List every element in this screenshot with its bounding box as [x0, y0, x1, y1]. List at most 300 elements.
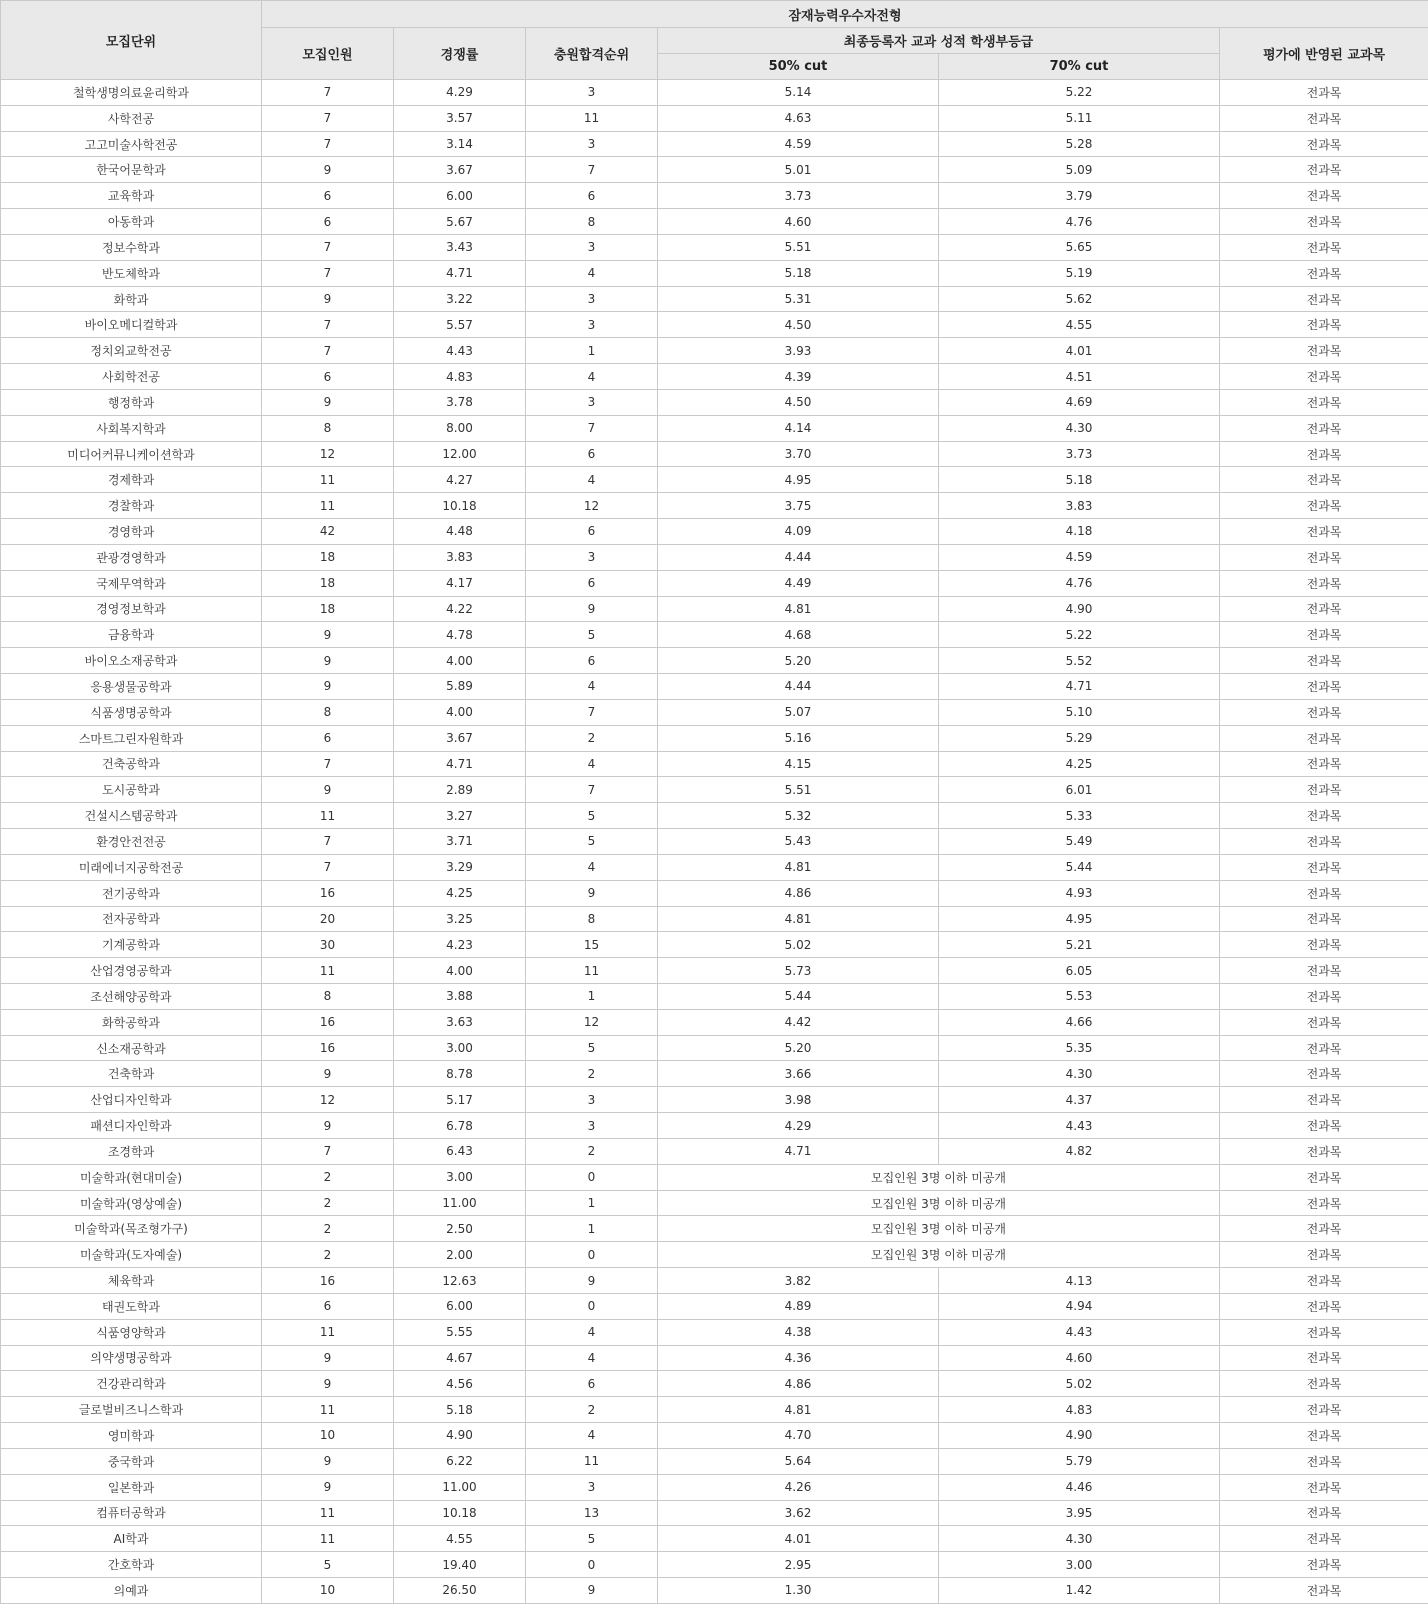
cell-subjects: 전과목	[1220, 467, 1428, 493]
cell-ratio: 19.40	[394, 1552, 526, 1578]
cell-ratio: 5.17	[394, 1087, 526, 1113]
table-row	[1, 286, 1428, 312]
cell-subjects: 전과목	[1220, 1242, 1428, 1268]
cell-quota: 11	[262, 1397, 394, 1423]
cell-rank: 4	[526, 1423, 658, 1449]
cell-quota: 16	[262, 1035, 394, 1061]
table-row	[1, 1035, 1428, 1061]
cell-ratio: 12.63	[394, 1268, 526, 1294]
cell-rank: 15	[526, 932, 658, 958]
cell-quota: 11	[262, 1500, 394, 1526]
cell-unit: AI학과	[1, 1526, 262, 1552]
cell-unit: 건설시스템공학과	[1, 803, 262, 829]
table-row	[1, 699, 1428, 725]
cell-rank: 11	[526, 1448, 658, 1474]
cell-quota: 10	[262, 1423, 394, 1449]
cell-subjects: 전과목	[1220, 131, 1428, 157]
cell-ratio: 3.00	[394, 1164, 526, 1190]
cell-quota: 9	[262, 1061, 394, 1087]
cell-unit: 체육학과	[1, 1268, 262, 1294]
cell-cut70: 5.65	[939, 234, 1220, 260]
cell-rank: 6	[526, 441, 658, 467]
cell-cut70: 4.82	[939, 1138, 1220, 1164]
cell-unit: 미술학과(목조형가구)	[1, 1216, 262, 1242]
cell-subjects: 전과목	[1220, 364, 1428, 390]
cell-unit: 태권도학과	[1, 1293, 262, 1319]
cell-subjects: 전과목	[1220, 1552, 1428, 1578]
cell-cut70: 4.25	[939, 751, 1220, 777]
cell-ratio: 3.57	[394, 105, 526, 131]
cell-unit: 신소재공학과	[1, 1035, 262, 1061]
cell-cut70: 4.30	[939, 415, 1220, 441]
cell-unit: 식품생명공학과	[1, 699, 262, 725]
cell-unit: 건축학과	[1, 1061, 262, 1087]
cell-unit: 바이오소재공학과	[1, 648, 262, 674]
cell-subjects: 전과목	[1220, 260, 1428, 286]
cell-cut50: 4.86	[658, 880, 939, 906]
cell-unit: 사학전공	[1, 105, 262, 131]
table-row	[1, 415, 1428, 441]
cell-rank: 11	[526, 958, 658, 984]
cell-rank: 4	[526, 751, 658, 777]
cell-quota: 2	[262, 1190, 394, 1216]
table-row	[1, 880, 1428, 906]
cell-cut70: 4.83	[939, 1397, 1220, 1423]
cell-rank: 5	[526, 803, 658, 829]
cell-cut70: 5.44	[939, 854, 1220, 880]
cell-quota: 7	[262, 312, 394, 338]
cell-cut70: 5.52	[939, 648, 1220, 674]
cell-quota: 9	[262, 286, 394, 312]
cell-quota: 8	[262, 699, 394, 725]
cell-quota: 18	[262, 596, 394, 622]
cell-cut70: 5.49	[939, 829, 1220, 855]
cell-cut70: 4.55	[939, 312, 1220, 338]
cell-quota: 7	[262, 131, 394, 157]
cell-rank: 0	[526, 1242, 658, 1268]
cell-cut70: 4.30	[939, 1526, 1220, 1552]
cell-unit: 중국학과	[1, 1448, 262, 1474]
cell-unit: 미래에너지공학전공	[1, 854, 262, 880]
cell-unit: 건축공학과	[1, 751, 262, 777]
cell-unit: 의약생명공학과	[1, 1345, 262, 1371]
cell-rank: 3	[526, 80, 658, 106]
cell-note-undisclosed: 모집인원 3명 이하 미공개	[658, 1164, 1220, 1190]
cell-rank: 3	[526, 1474, 658, 1500]
cell-rank: 3	[526, 312, 658, 338]
cell-quota: 9	[262, 648, 394, 674]
cell-unit: 산업경영공학과	[1, 958, 262, 984]
cell-ratio: 2.00	[394, 1242, 526, 1268]
cell-ratio: 3.14	[394, 131, 526, 157]
cell-cut70: 4.93	[939, 880, 1220, 906]
table-row	[1, 1474, 1428, 1500]
cell-quota: 11	[262, 493, 394, 519]
cell-quota: 7	[262, 234, 394, 260]
cell-subjects: 전과목	[1220, 777, 1428, 803]
cell-ratio: 4.22	[394, 596, 526, 622]
cell-subjects: 전과목	[1220, 1087, 1428, 1113]
cell-ratio: 10.18	[394, 493, 526, 519]
table-header	[1, 1, 1428, 80]
cell-cut70: 5.53	[939, 983, 1220, 1009]
cell-cut50: 4.14	[658, 415, 939, 441]
cell-cut70: 6.01	[939, 777, 1220, 803]
cell-cut50: 4.38	[658, 1319, 939, 1345]
cell-quota: 7	[262, 80, 394, 106]
cell-rank: 4	[526, 674, 658, 700]
cell-quota: 16	[262, 880, 394, 906]
cell-ratio: 6.43	[394, 1138, 526, 1164]
table-row	[1, 467, 1428, 493]
cell-cut70: 4.66	[939, 1009, 1220, 1035]
cell-cut50: 4.81	[658, 906, 939, 932]
cell-unit: 패션디자인학과	[1, 1113, 262, 1139]
col-header-unit: 모집단위	[1, 1, 262, 80]
cell-ratio: 5.57	[394, 312, 526, 338]
cell-cut70: 6.05	[939, 958, 1220, 984]
cell-cut70: 5.09	[939, 157, 1220, 183]
cell-cut50: 5.16	[658, 725, 939, 751]
cell-subjects: 전과목	[1220, 1448, 1428, 1474]
cell-rank: 6	[526, 570, 658, 596]
cell-ratio: 3.88	[394, 983, 526, 1009]
cell-ratio: 3.29	[394, 854, 526, 880]
cell-unit: 응용생물공학과	[1, 674, 262, 700]
cell-unit: 미술학과(영상예술)	[1, 1190, 262, 1216]
cell-ratio: 3.83	[394, 544, 526, 570]
table-row	[1, 1190, 1428, 1216]
cell-ratio: 3.22	[394, 286, 526, 312]
cell-rank: 2	[526, 1138, 658, 1164]
cell-unit: 국제무역학과	[1, 570, 262, 596]
cell-cut70: 5.62	[939, 286, 1220, 312]
table-row	[1, 389, 1428, 415]
table-row	[1, 777, 1428, 803]
cell-rank: 1	[526, 983, 658, 1009]
cell-rank: 7	[526, 415, 658, 441]
cell-cut70: 5.79	[939, 1448, 1220, 1474]
cell-cut50: 4.81	[658, 596, 939, 622]
cell-unit: 경영학과	[1, 519, 262, 545]
table-row	[1, 1526, 1428, 1552]
cell-rank: 8	[526, 209, 658, 235]
cell-subjects: 전과목	[1220, 1397, 1428, 1423]
cell-unit: 사회학전공	[1, 364, 262, 390]
cell-subjects: 전과목	[1220, 1319, 1428, 1345]
cell-rank: 6	[526, 519, 658, 545]
cell-subjects: 전과목	[1220, 1423, 1428, 1449]
cell-subjects: 전과목	[1220, 1474, 1428, 1500]
cell-cut70: 4.46	[939, 1474, 1220, 1500]
cell-unit: 바이오메디컬학과	[1, 312, 262, 338]
cell-subjects: 전과목	[1220, 1113, 1428, 1139]
cell-rank: 5	[526, 1526, 658, 1552]
cell-ratio: 4.48	[394, 519, 526, 545]
table-row	[1, 932, 1428, 958]
table-row	[1, 441, 1428, 467]
cell-quota: 9	[262, 1113, 394, 1139]
cell-quota: 6	[262, 364, 394, 390]
cell-rank: 5	[526, 622, 658, 648]
table-row	[1, 209, 1428, 235]
cell-quota: 9	[262, 1345, 394, 1371]
cell-quota: 9	[262, 777, 394, 803]
table-row	[1, 1319, 1428, 1345]
cell-ratio: 2.89	[394, 777, 526, 803]
cell-subjects: 전과목	[1220, 1061, 1428, 1087]
cell-subjects: 전과목	[1220, 544, 1428, 570]
table-row	[1, 854, 1428, 880]
cell-rank: 4	[526, 364, 658, 390]
cell-unit: 조선해양공학과	[1, 983, 262, 1009]
cell-quota: 9	[262, 1474, 394, 1500]
cell-subjects: 전과목	[1220, 209, 1428, 235]
cell-subjects: 전과목	[1220, 157, 1428, 183]
cell-cut70: 4.37	[939, 1087, 1220, 1113]
col-header-grade-group: 최종등록자 교과 성적 학생부등급	[658, 28, 1220, 54]
cell-cut70: 5.28	[939, 131, 1220, 157]
cell-ratio: 4.25	[394, 880, 526, 906]
cell-subjects: 전과목	[1220, 1268, 1428, 1294]
cell-cut50: 5.64	[658, 1448, 939, 1474]
cell-subjects: 전과목	[1220, 906, 1428, 932]
cell-rank: 0	[526, 1293, 658, 1319]
cell-subjects: 전과목	[1220, 648, 1428, 674]
cell-cut50: 1.30	[658, 1578, 939, 1604]
cell-quota: 11	[262, 803, 394, 829]
cell-cut50: 4.63	[658, 105, 939, 131]
cell-ratio: 4.00	[394, 699, 526, 725]
cell-unit: 경영정보학과	[1, 596, 262, 622]
cell-subjects: 전과목	[1220, 1345, 1428, 1371]
cell-quota: 11	[262, 1319, 394, 1345]
cell-subjects: 전과목	[1220, 596, 1428, 622]
cell-unit: 행정학과	[1, 389, 262, 415]
cell-ratio: 4.17	[394, 570, 526, 596]
cell-quota: 6	[262, 1293, 394, 1319]
cell-unit: 화학과	[1, 286, 262, 312]
cell-quota: 11	[262, 1526, 394, 1552]
table-row	[1, 725, 1428, 751]
cell-quota: 5	[262, 1552, 394, 1578]
cell-ratio: 4.90	[394, 1423, 526, 1449]
cell-rank: 6	[526, 183, 658, 209]
cell-quota: 7	[262, 854, 394, 880]
cell-unit: 전자공학과	[1, 906, 262, 932]
cell-ratio: 26.50	[394, 1578, 526, 1604]
cell-cut50: 4.36	[658, 1345, 939, 1371]
table-row	[1, 1138, 1428, 1164]
cell-ratio: 6.00	[394, 1293, 526, 1319]
cell-cut50: 5.31	[658, 286, 939, 312]
table-row	[1, 338, 1428, 364]
cell-ratio: 4.00	[394, 648, 526, 674]
cell-subjects: 전과목	[1220, 880, 1428, 906]
table-row	[1, 105, 1428, 131]
cell-ratio: 12.00	[394, 441, 526, 467]
cell-quota: 12	[262, 441, 394, 467]
cell-quota: 12	[262, 1087, 394, 1113]
cell-cut50: 4.01	[658, 1526, 939, 1552]
cell-rank: 3	[526, 1087, 658, 1113]
cell-quota: 9	[262, 622, 394, 648]
table-row	[1, 906, 1428, 932]
cell-cut50: 5.20	[658, 648, 939, 674]
cell-rank: 5	[526, 829, 658, 855]
cell-unit: 컴퓨터공학과	[1, 1500, 262, 1526]
cell-rank: 12	[526, 1009, 658, 1035]
cell-cut50: 4.81	[658, 1397, 939, 1423]
cell-note-undisclosed: 모집인원 3명 이하 미공개	[658, 1216, 1220, 1242]
cell-unit: 영미학과	[1, 1423, 262, 1449]
cell-ratio: 3.67	[394, 725, 526, 751]
cell-unit: 반도체학과	[1, 260, 262, 286]
cell-unit: 스마트그린자원학과	[1, 725, 262, 751]
cell-ratio: 5.89	[394, 674, 526, 700]
cell-cut50: 4.15	[658, 751, 939, 777]
cell-rank: 4	[526, 467, 658, 493]
cell-unit: 건강관리학과	[1, 1371, 262, 1397]
cell-unit: 아동학과	[1, 209, 262, 235]
cell-cut50: 4.50	[658, 312, 939, 338]
cell-cut50: 4.71	[658, 1138, 939, 1164]
cell-quota: 9	[262, 1371, 394, 1397]
cell-rank: 1	[526, 1190, 658, 1216]
cell-rank: 13	[526, 1500, 658, 1526]
cell-cut50: 3.98	[658, 1087, 939, 1113]
cell-quota: 2	[262, 1242, 394, 1268]
cell-ratio: 4.55	[394, 1526, 526, 1552]
cell-quota: 2	[262, 1216, 394, 1242]
cell-quota: 9	[262, 674, 394, 700]
cell-subjects: 전과목	[1220, 1526, 1428, 1552]
table-row	[1, 131, 1428, 157]
cell-unit: 전기공학과	[1, 880, 262, 906]
col-header-cut70: 70% cut	[939, 54, 1220, 80]
cell-subjects: 전과목	[1220, 415, 1428, 441]
cell-subjects: 전과목	[1220, 338, 1428, 364]
cell-subjects: 전과목	[1220, 1293, 1428, 1319]
cell-rank: 12	[526, 493, 658, 519]
cell-cut50: 4.68	[658, 622, 939, 648]
cell-subjects: 전과목	[1220, 183, 1428, 209]
cell-ratio: 4.23	[394, 932, 526, 958]
cell-ratio: 5.18	[394, 1397, 526, 1423]
cell-subjects: 전과목	[1220, 80, 1428, 106]
cell-cut50: 5.07	[658, 699, 939, 725]
table-row	[1, 829, 1428, 855]
table-row	[1, 80, 1428, 106]
cell-subjects: 전과목	[1220, 105, 1428, 131]
cell-ratio: 4.43	[394, 338, 526, 364]
cell-quota: 16	[262, 1009, 394, 1035]
table-row	[1, 260, 1428, 286]
cell-quota: 7	[262, 338, 394, 364]
cell-unit: 정보수학과	[1, 234, 262, 260]
cell-cut70: 4.90	[939, 596, 1220, 622]
cell-ratio: 4.67	[394, 1345, 526, 1371]
cell-quota: 8	[262, 983, 394, 1009]
cell-unit: 식품영양학과	[1, 1319, 262, 1345]
cell-quota: 6	[262, 183, 394, 209]
cell-unit: 고고미술사학전공	[1, 131, 262, 157]
table-row	[1, 983, 1428, 1009]
cell-cut70: 5.35	[939, 1035, 1220, 1061]
table-row	[1, 1087, 1428, 1113]
cell-ratio: 8.78	[394, 1061, 526, 1087]
cell-subjects: 전과목	[1220, 622, 1428, 648]
table-row	[1, 1578, 1428, 1604]
cell-subjects: 전과목	[1220, 699, 1428, 725]
cell-cut70: 5.22	[939, 622, 1220, 648]
cell-rank: 3	[526, 1113, 658, 1139]
cell-rank: 1	[526, 1216, 658, 1242]
cell-rank: 3	[526, 544, 658, 570]
col-header-quota: 모집인원	[262, 28, 394, 80]
cell-ratio: 6.22	[394, 1448, 526, 1474]
cell-quota: 9	[262, 1448, 394, 1474]
cell-cut50: 5.43	[658, 829, 939, 855]
cell-cut50: 2.95	[658, 1552, 939, 1578]
table-row	[1, 1242, 1428, 1268]
cell-cut70: 1.42	[939, 1578, 1220, 1604]
cell-ratio: 8.00	[394, 415, 526, 441]
cell-cut70: 4.69	[939, 389, 1220, 415]
cell-cut70: 4.59	[939, 544, 1220, 570]
cell-cut50: 5.18	[658, 260, 939, 286]
cell-cut70: 3.95	[939, 1500, 1220, 1526]
cell-subjects: 전과목	[1220, 570, 1428, 596]
table-row	[1, 570, 1428, 596]
cell-subjects: 전과목	[1220, 1138, 1428, 1164]
cell-subjects: 전과목	[1220, 1190, 1428, 1216]
cell-unit: 환경안전전공	[1, 829, 262, 855]
cell-cut50: 4.86	[658, 1371, 939, 1397]
cell-cut50: 5.20	[658, 1035, 939, 1061]
cell-cut50: 5.51	[658, 234, 939, 260]
cell-cut50: 3.93	[658, 338, 939, 364]
cell-rank: 9	[526, 880, 658, 906]
cell-cut70: 4.95	[939, 906, 1220, 932]
cell-rank: 3	[526, 234, 658, 260]
cell-cut70: 4.01	[939, 338, 1220, 364]
cell-rank: 2	[526, 1397, 658, 1423]
cell-ratio: 3.25	[394, 906, 526, 932]
table-body	[1, 80, 1428, 1604]
cell-cut50: 3.82	[658, 1268, 939, 1294]
cell-cut70: 3.79	[939, 183, 1220, 209]
cell-cut70: 3.00	[939, 1552, 1220, 1578]
cell-quota: 7	[262, 829, 394, 855]
cell-ratio: 11.00	[394, 1474, 526, 1500]
cell-rank: 7	[526, 157, 658, 183]
cell-cut50: 4.26	[658, 1474, 939, 1500]
cell-quota: 11	[262, 958, 394, 984]
cell-cut50: 3.75	[658, 493, 939, 519]
cell-ratio: 11.00	[394, 1190, 526, 1216]
cell-subjects: 전과목	[1220, 1035, 1428, 1061]
cell-quota: 18	[262, 570, 394, 596]
cell-cut70: 3.83	[939, 493, 1220, 519]
cell-cut70: 5.33	[939, 803, 1220, 829]
cell-quota: 8	[262, 415, 394, 441]
cell-cut70: 4.18	[939, 519, 1220, 545]
cell-quota: 6	[262, 209, 394, 235]
cell-cut70: 5.18	[939, 467, 1220, 493]
cell-cut70: 4.76	[939, 570, 1220, 596]
cell-rank: 4	[526, 854, 658, 880]
